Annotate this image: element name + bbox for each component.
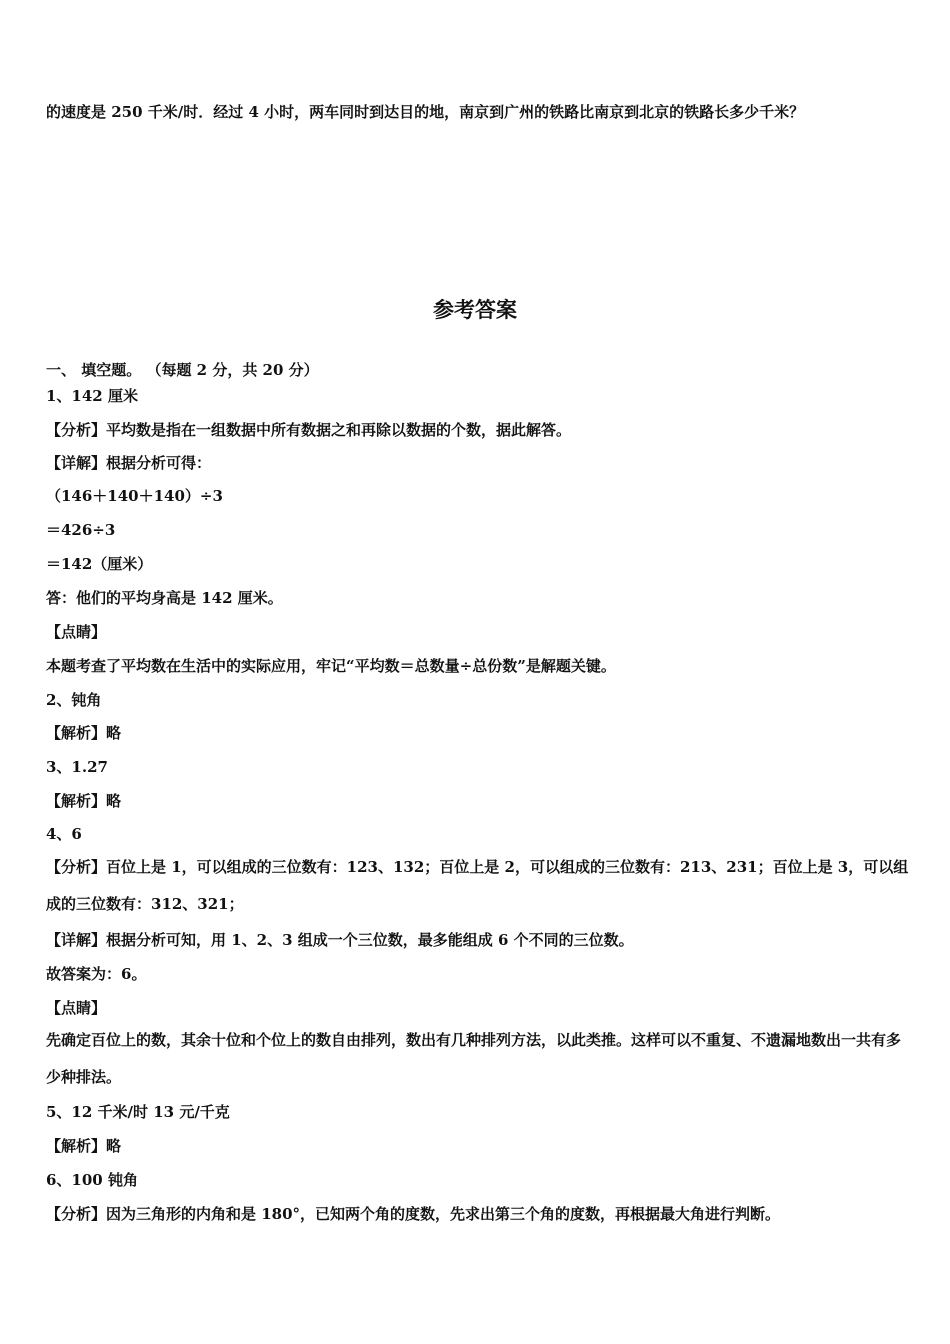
answer-statement-1: 答：他们的平均身高是 142 厘米。 bbox=[46, 589, 283, 607]
answer-2: 2、钝角 bbox=[46, 691, 102, 709]
comment-text-1: 本题考查了平均数在生活中的实际应用，牢记“平均数＝总数量÷总份数”是解题关键。 bbox=[46, 657, 616, 675]
detail-1: 【详解】根据分析可得： bbox=[46, 454, 212, 472]
question-tail-text: 的速度是 250 千米/时．经过 4 小时，两车同时到达目的地，南京到广州的铁路比南京到北京的铁路长多少千米？ bbox=[46, 103, 805, 121]
analysis-4: 【分析】百位上是 1，可以组成的三位数有：123、132；百位上是 2，可以组成的三位数有：213、231；百位上是 3，可以组成的三位数有：312、321； bbox=[46, 858, 909, 913]
comment-label-4: 【点睛】 bbox=[46, 999, 107, 1017]
answer-6: 6、100 钝角 bbox=[46, 1171, 138, 1189]
calc-line-1: （146＋140＋140）÷3 bbox=[46, 487, 223, 505]
analysis-1: 【分析】平均数是指在一组数据中所有数据之和再除以数据的个数，据此解答。 bbox=[46, 421, 572, 439]
answer-3: 3、1.27 bbox=[46, 758, 108, 776]
final-answer-4: 故答案为：6。 bbox=[46, 965, 147, 983]
analysis-6: 【分析】因为三角形的内角和是 180°，已知两个角的度数，先求出第三个角的度数，再根据最大角进行判断。 bbox=[46, 1205, 781, 1223]
comment-text-4: 先确定百位上的数，其余十位和个位上的数自由排列，数出有几种排列方法，以此类推。这样可以不重复、不遗漏地数出一共有多少种排法。 bbox=[46, 1031, 902, 1086]
analysis-5: 【解析】略 bbox=[46, 1137, 122, 1155]
answer-4: 4、6 bbox=[46, 825, 82, 843]
analysis-2: 【解析】略 bbox=[46, 724, 122, 742]
answer-5: 5、12 千米/时 13 元/千克 bbox=[46, 1103, 230, 1121]
section-heading: 一、 填空题。 （每题 2 分，共 20 分） bbox=[46, 361, 319, 379]
detail-4: 【详解】根据分析可知，用 1、2、3 组成一个三位数，最多能组成 6 个不同的三位数。 bbox=[46, 931, 634, 949]
calc-line-2: ＝426÷3 bbox=[46, 521, 116, 539]
calc-line-3: ＝142（厘米） bbox=[46, 555, 153, 573]
analysis-3: 【解析】略 bbox=[46, 792, 122, 810]
answer-1: 1、142 厘米 bbox=[46, 387, 138, 405]
comment-label-1: 【点睛】 bbox=[46, 623, 107, 641]
answer-title: 参考答案 bbox=[433, 298, 517, 322]
